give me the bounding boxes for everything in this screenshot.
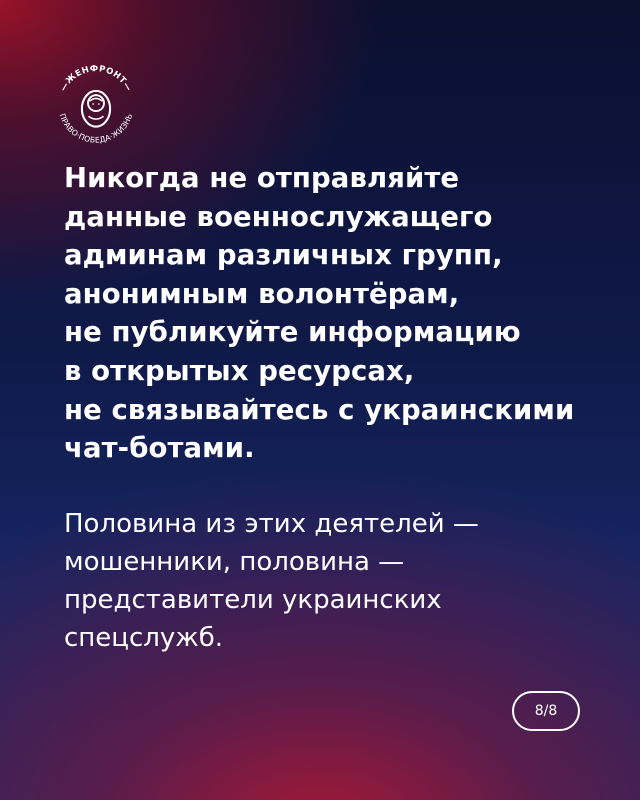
headline: Никогда не отправляйте данные военнослужащего админам различных групп, анонимным волонтёрам, не публикуйте информацию в открытых ресурсах, не связывайтесь с украинскими чат-ботами.	[64, 162, 575, 465]
svg-text:—ЖЕНФРОНТ—: —ЖЕНФРОНТ—	[57, 62, 135, 93]
matryoshka-icon	[49, 58, 143, 152]
brand-logo	[49, 58, 143, 152]
body-text: Половина из этих деятелей — мошенники, половина — представители украинских спецслужб.	[64, 509, 479, 653]
page-indicator: 8/8	[512, 691, 580, 731]
svg-text:ПРАВО·ПОБЕДА·ЖИЗНЬ: ПРАВО·ПОБЕДА·ЖИЗНЬ	[57, 112, 135, 145]
